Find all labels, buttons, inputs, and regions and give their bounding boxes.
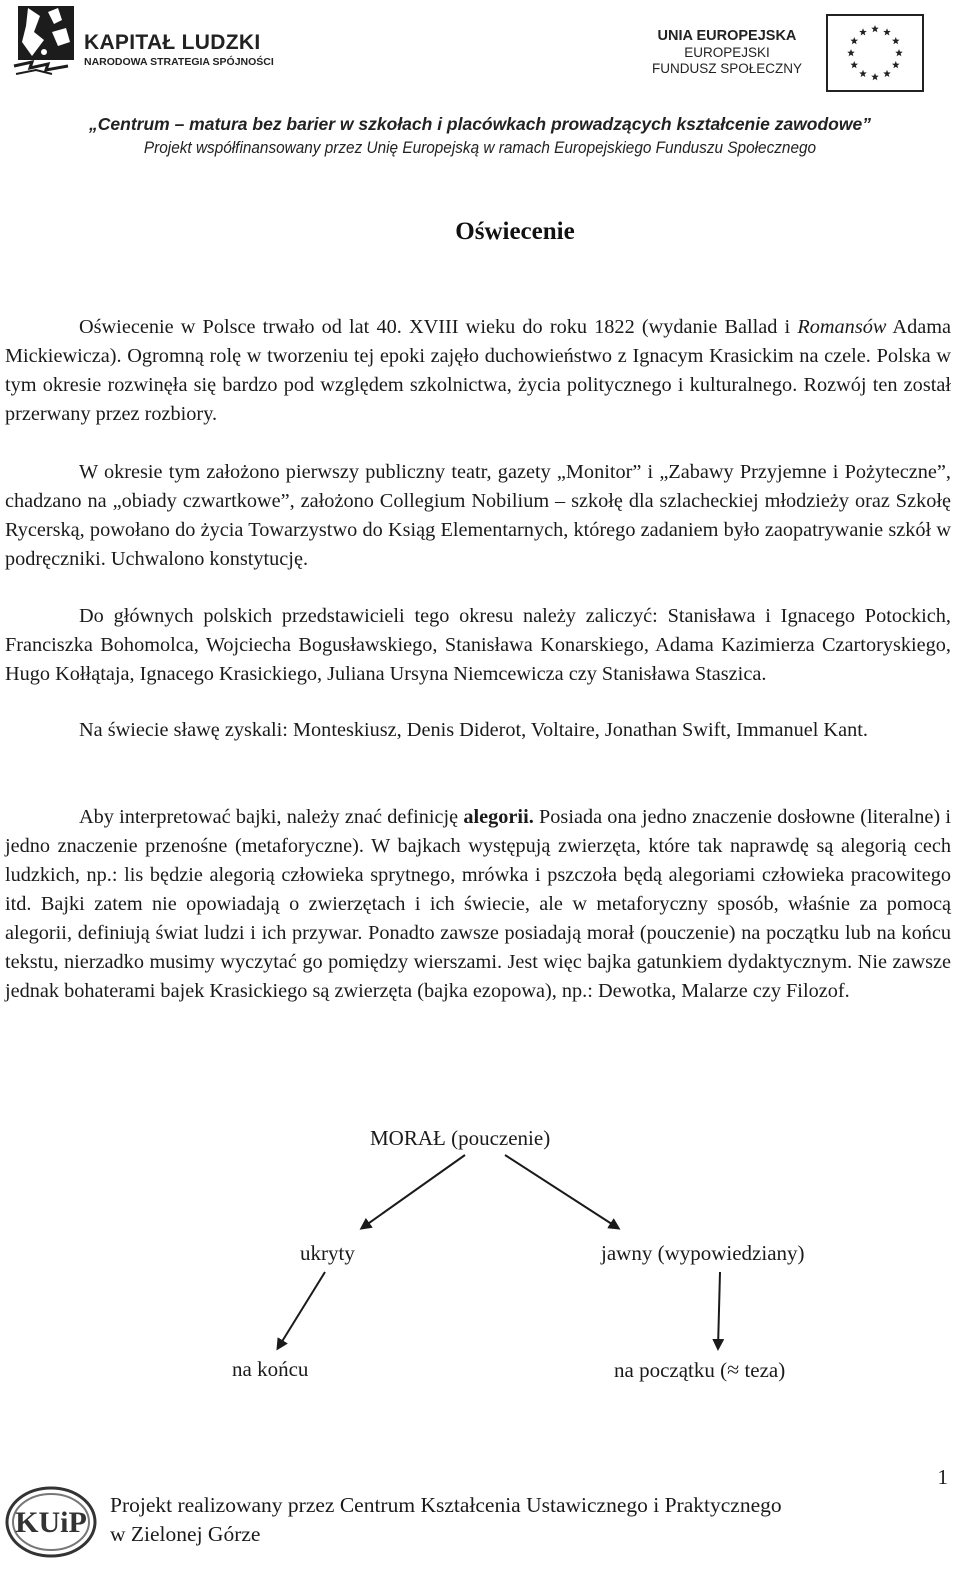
- paragraph-intro: [5, 313, 951, 429]
- diagram-left: ukryty: [300, 1241, 355, 1265]
- arrow-right-child: [718, 1272, 720, 1348]
- diagram-right-child: [614, 1357, 785, 1383]
- p2-text: W okresie tym założono pierwszy publiczny teatr, gazety „Monitor” i „Zabawy Przyjemne i Pożyteczne”, chadzano na „obiady czwartkowe”, założono Collegium Nobilium – szkołę dla szlacheckiej młodzieży oraz Szkołę Rycerską, powołano do życia Towarzystwo do Ksiąg Elementarnych, którego zadaniem było zaopatrywanie szkół w podręczniki. Uchwalono konstytucję.: [5, 461, 951, 570]
- p1-text-a: Oświecenie w Polsce trwało od lat 40. XVIII wieku do roku 1822 (wydanie Ballad i: [79, 316, 798, 338]
- footer-line1: Projekt realizowany przez Centrum Kształcenia Ustawicznego i Praktycznego: [110, 1493, 782, 1517]
- diagram-root: MORAŁ (pouczenie): [370, 1126, 551, 1150]
- paragraph-institutions: [5, 458, 951, 574]
- p3-text: Do głównych polskich przedstawicieli tego okresu należy zaliczyć: Stanisława i Ignacego Potockich, Franciszka Bohomolca, Wojciecha Bogusławskiego, Stanisława Konarskiego, Adama Kazimierza Czartoryskiego, Hugo Kołłątaja, Ignacego Krasickiego, Juliana Ursyna Niemcewicza czy Stanisława Staszica.: [5, 605, 951, 685]
- kl-title: KAPITAŁ LUDZKI: [84, 31, 261, 54]
- p1-italic: Romansów: [797, 316, 887, 338]
- arrow-root-right: [505, 1155, 618, 1228]
- project-subtitle: Projekt współfinansowany przez Unię Europejską w ramach Europejskiego Funduszu Społecznego: [143, 139, 817, 157]
- paragraph-allegory: [5, 803, 951, 1006]
- p5-text-b: Posiada ona jedno znaczenie dosłowne (literalne) i jedno znaczenie przenośne (metaforyczne). W bajkach występują zwierzęta, które tak naprawdę są alegorią cech ludzkich, np.: lis będzie alegorią człowieka sprytnego, mrówka i pszczoła będą alegoriami człowieka pracowitego itd. Bajki zatem nie opowiadają o zwierzętach i ich świecie, ale w metaforyczny sposób, właśnie za pomocą alegorii, definiują świat ludzi i ich przywar. Ponadto zawsze posiadają morał (pouczenie) na początku lub na końcu tekstu, nierzadko musimy wyczytać go pomiędzy wierszami. Jest więc bajka gatunkiem dydaktycznym. Nie zawsze jednak bohaterami bajek Krasickiego są zwierzęta (bajka ezopowa), np.: Dewotka, Malarze czy Filozof.: [5, 806, 951, 1002]
- moral-diagram: [0, 1110, 960, 1410]
- eu-fund-text: [652, 28, 802, 77]
- diagram-right: jawny (wypowiedziany): [601, 1241, 805, 1265]
- eu-line1: UNIA EUROPEJSKA: [657, 28, 797, 44]
- paragraph-world: [5, 716, 951, 745]
- kuip-logo: [4, 1480, 98, 1560]
- diagram-right-child-a: na początku (: [614, 1358, 728, 1382]
- approx-icon: ≈: [727, 1357, 740, 1382]
- eu-line3: FUNDUSZ SPOŁECZNY: [651, 61, 802, 76]
- paragraph-representatives: [5, 602, 951, 689]
- diagram-left-child: na końcu: [232, 1357, 309, 1381]
- p4-text: Na świecie sławę zyskali: Monteskiusz, Denis Diderot, Voltaire, Jonathan Swift, Immanuel Kant.: [79, 719, 868, 741]
- kapital-ludzki-text: [84, 32, 274, 69]
- document-title: Oświecenie: [455, 218, 575, 245]
- footer-text: [110, 1491, 782, 1549]
- page-number: 1: [937, 1465, 948, 1489]
- p5-bold: alegorii.: [463, 806, 534, 828]
- kapital-ludzki-logo: [12, 2, 78, 80]
- p5-text-a: Aby interpretować bajki, należy znać definicję: [79, 806, 464, 828]
- arrow-root-left: [362, 1155, 465, 1228]
- project-title: „Centrum – matura bez barier w szkołach i placówkach prowadzących kształcenie zawodowe”: [89, 114, 871, 134]
- footer-line2: w Zielonej Górze: [110, 1522, 261, 1546]
- diagram-right-child-b: teza): [739, 1358, 786, 1382]
- eu-line2: EUROPEJSKI: [684, 45, 770, 60]
- kuip-logo-text: KUiP: [15, 1506, 87, 1539]
- arrow-left-child: [278, 1272, 325, 1348]
- kl-subtitle: NARODOWA STRATEGIA SPÓJNOŚCI: [84, 56, 274, 68]
- p1-text-b: Adama Mickiewicza). Ogromną rolę w tworzeniu tej epoki zajęło duchowieństwo z Ignacym Krasickim na czele. Polska w tym okresie rozwinęła się bardzo pod względem szkolnictwa, życia politycznego i kulturalnego. Rozwój ten został przerwany przez rozbiory.: [5, 316, 951, 425]
- eu-flag-icon: [826, 14, 924, 92]
